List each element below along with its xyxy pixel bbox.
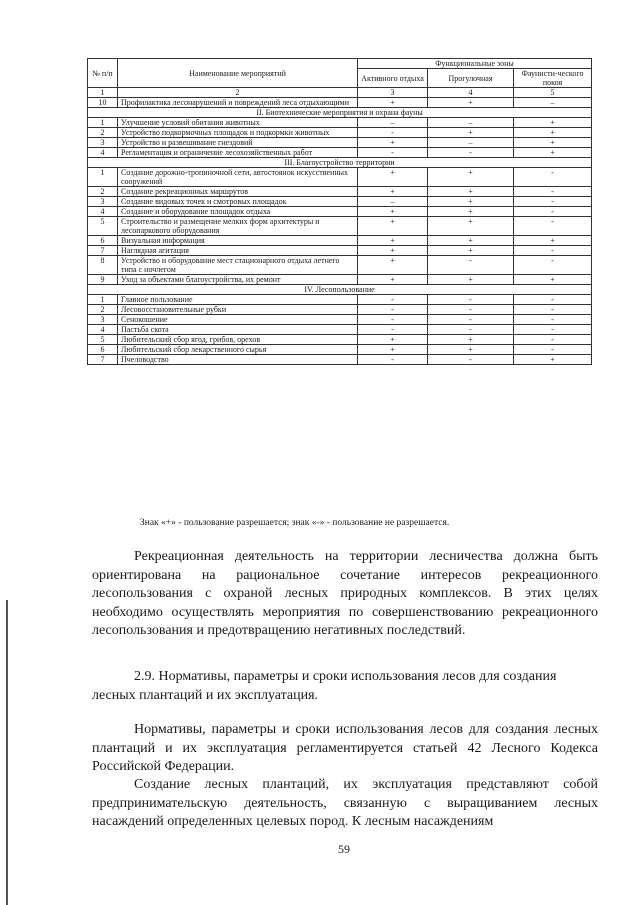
row-mark-faunistic: - bbox=[514, 217, 592, 236]
col-number: 2 bbox=[118, 88, 358, 98]
row-mark-walking: + bbox=[428, 128, 514, 138]
row-mark-active: + bbox=[358, 335, 428, 345]
header-zones-group: Функциональные зоны bbox=[358, 59, 592, 69]
section-heading-text: 2.9. Нормативы, параметры и сроки использования лесов для создания лесных плантаций и их эксплуатация. bbox=[92, 669, 557, 703]
row-mark-faunistic: + bbox=[514, 128, 592, 138]
table-row bbox=[88, 128, 592, 138]
row-mark-active: - bbox=[358, 148, 428, 158]
row-name: Устройство подкормочных площадок и подкормки животных bbox=[118, 128, 358, 138]
row-name: Создание дорожно-тропиночной сети, автостоянок искусственных сооружений bbox=[118, 168, 358, 187]
row-name: Пастьба скота bbox=[118, 325, 358, 335]
col-number: 5 bbox=[514, 88, 592, 98]
col-number: 1 bbox=[88, 88, 118, 98]
row-mark-active: + bbox=[358, 345, 428, 355]
row-name: Устройство и оборудование мест стационарного отдыха летнего типа с ночлегом bbox=[118, 256, 358, 275]
row-mark-active: + bbox=[358, 246, 428, 256]
row-mark-walking: + bbox=[428, 246, 514, 256]
row-num: 10 bbox=[88, 98, 118, 108]
row-mark-faunistic: + bbox=[514, 148, 592, 158]
row-mark-faunistic: - bbox=[514, 207, 592, 217]
table-row bbox=[88, 207, 592, 217]
row-mark-active: + bbox=[358, 217, 428, 236]
row-mark-faunistic: – bbox=[514, 98, 592, 108]
functional-zones-table bbox=[87, 58, 592, 365]
table-row bbox=[88, 217, 592, 236]
row-mark-faunistic: - bbox=[514, 246, 592, 256]
paragraph-text: Нормативы, параметры и сроки использования лесов для создания лесных плантаций и их эксплуатация регламентируется статьей 42 Лесного Кодекса Российской Федерации. bbox=[92, 722, 598, 774]
table-row bbox=[88, 325, 592, 335]
row-name: Профилактика лесонарушений и повреждений леса отдыхающими bbox=[118, 98, 358, 108]
row-mark-active: - bbox=[358, 315, 428, 325]
binding-edge bbox=[6, 600, 8, 905]
paragraph-text: Рекреационная деятельность на территории лесничества должна быть ориентирована на рациональное сочетание интересов рекреационного лесопользования с охраной лесных природных комплексов. В этих целях необходимо осуществлять мероприятия по совершенствованию рекреационного лесопользования и предотвращению негативных последствий. bbox=[92, 549, 598, 638]
section-row-3 bbox=[88, 158, 592, 168]
header-name: Наименование мероприятий bbox=[118, 59, 358, 88]
row-mark-active: - bbox=[358, 305, 428, 315]
table-row bbox=[88, 98, 592, 108]
row-num: 1 bbox=[88, 168, 118, 187]
row-mark-walking: + bbox=[428, 217, 514, 236]
row-num: 1 bbox=[88, 118, 118, 128]
paragraph-recreation bbox=[92, 548, 598, 641]
row-mark-walking: + bbox=[428, 345, 514, 355]
paragraph-plantations bbox=[92, 776, 598, 832]
row-mark-walking: - bbox=[428, 295, 514, 305]
row-mark-faunistic: - bbox=[514, 335, 592, 345]
table-row bbox=[88, 256, 592, 275]
col-number: 3 bbox=[358, 88, 428, 98]
row-mark-active: - bbox=[358, 295, 428, 305]
table-row bbox=[88, 246, 592, 256]
row-num: 5 bbox=[88, 217, 118, 236]
header-zone-faunistic: Фаунисти-ческого покоя bbox=[514, 69, 592, 88]
section-title: II. Биотехнические мероприятия и охрана фауны bbox=[88, 108, 592, 118]
row-mark-faunistic: - bbox=[514, 168, 592, 187]
row-mark-walking: - bbox=[428, 355, 514, 365]
row-mark-active: + bbox=[358, 275, 428, 285]
row-name: Устройство и развешивание гнездовий bbox=[118, 138, 358, 148]
row-name: Улучшение условий обитания животных bbox=[118, 118, 358, 128]
row-mark-faunistic: + bbox=[514, 355, 592, 365]
row-mark-active: + bbox=[358, 256, 428, 275]
header-zone-walking: Прогулочная bbox=[428, 69, 514, 88]
col-number: 4 bbox=[428, 88, 514, 98]
row-mark-walking: - bbox=[428, 256, 514, 275]
table-row bbox=[88, 187, 592, 197]
row-mark-faunistic: + bbox=[514, 275, 592, 285]
row-name: Регламентация и ограничение лесохозяйственных работ bbox=[118, 148, 358, 158]
row-name: Строительство и размещение мелких форм архитектуры и лесопаркового оборудования bbox=[118, 217, 358, 236]
table-row bbox=[88, 168, 592, 187]
row-num: 2 bbox=[88, 128, 118, 138]
row-mark-faunistic: - bbox=[514, 305, 592, 315]
header-num: № п/п bbox=[88, 59, 118, 88]
page-number: 59 bbox=[338, 842, 350, 856]
row-num: 3 bbox=[88, 315, 118, 325]
row-name: Сенокошение bbox=[118, 315, 358, 325]
table-row bbox=[88, 275, 592, 285]
row-num: 4 bbox=[88, 148, 118, 158]
row-mark-active: - bbox=[358, 355, 428, 365]
table-legend-note: Знак «+» - пользование разрешается; знак «-» - пользование не разрешается. bbox=[140, 518, 450, 528]
row-mark-walking: – bbox=[428, 138, 514, 148]
table-row bbox=[88, 345, 592, 355]
row-mark-walking: + bbox=[428, 168, 514, 187]
row-mark-active: - bbox=[358, 325, 428, 335]
row-num: 3 bbox=[88, 197, 118, 207]
row-num: 5 bbox=[88, 335, 118, 345]
row-num: 9 bbox=[88, 275, 118, 285]
table-row bbox=[88, 315, 592, 325]
row-mark-active: + bbox=[358, 98, 428, 108]
row-num: 6 bbox=[88, 345, 118, 355]
row-num: 6 bbox=[88, 236, 118, 246]
row-name: Любительский сбор лекарственного сырья bbox=[118, 345, 358, 355]
row-mark-active: + bbox=[358, 187, 428, 197]
row-mark-faunistic: + bbox=[514, 236, 592, 246]
row-mark-faunistic: - bbox=[514, 315, 592, 325]
section-row-4 bbox=[88, 285, 592, 295]
section-title: IV. Лесопользование bbox=[88, 285, 592, 295]
section-title: III. Благоустройство территории bbox=[88, 158, 592, 168]
row-name: Уход за объектами благоустройства, их ремонт bbox=[118, 275, 358, 285]
row-num: 7 bbox=[88, 355, 118, 365]
column-number-row bbox=[88, 88, 592, 98]
row-num: 4 bbox=[88, 207, 118, 217]
row-name: Создание и оборудование площадок отдыха bbox=[118, 207, 358, 217]
row-num: 3 bbox=[88, 138, 118, 148]
row-mark-walking: + bbox=[428, 98, 514, 108]
row-mark-walking: + bbox=[428, 275, 514, 285]
row-name: Наглядная агитация bbox=[118, 246, 358, 256]
row-mark-walking: + bbox=[428, 197, 514, 207]
table-row bbox=[88, 138, 592, 148]
row-mark-walking: - bbox=[428, 315, 514, 325]
row-mark-active: + bbox=[358, 207, 428, 217]
row-num: 2 bbox=[88, 305, 118, 315]
row-num: 2 bbox=[88, 187, 118, 197]
row-name: Создание рекреационных маршрутов bbox=[118, 187, 358, 197]
row-mark-walking: - bbox=[428, 148, 514, 158]
row-mark-active: – bbox=[358, 197, 428, 207]
paragraph-norms bbox=[92, 721, 598, 777]
row-mark-faunistic: - bbox=[514, 325, 592, 335]
header-row-1 bbox=[88, 59, 592, 69]
header-zone-active: Активного отдыха bbox=[358, 69, 428, 88]
row-num: 1 bbox=[88, 295, 118, 305]
table-row bbox=[88, 305, 592, 315]
paragraph-text: Создание лесных плантаций, их эксплуатация представляют собой предпринимательскую деятельность, связанную с выращиванием лесных насаждений определенных целевых пород. К лесным насаждениям bbox=[92, 777, 598, 829]
row-name: Визуальная информация bbox=[118, 236, 358, 246]
section-heading bbox=[92, 668, 598, 705]
row-num: 7 bbox=[88, 246, 118, 256]
section-row-2 bbox=[88, 108, 592, 118]
table-row bbox=[88, 335, 592, 345]
row-name: Лесовосстановительные рубки bbox=[118, 305, 358, 315]
table-row bbox=[88, 355, 592, 365]
table-row bbox=[88, 148, 592, 158]
row-mark-walking: + bbox=[428, 187, 514, 197]
row-mark-walking: - bbox=[428, 325, 514, 335]
table-row bbox=[88, 236, 592, 246]
row-name: Пчеловодство bbox=[118, 355, 358, 365]
row-mark-faunistic: - bbox=[514, 197, 592, 207]
row-mark-faunistic: - bbox=[514, 256, 592, 275]
row-mark-active: + bbox=[358, 138, 428, 148]
row-mark-faunistic: - bbox=[514, 187, 592, 197]
table-row bbox=[88, 295, 592, 305]
row-mark-walking: + bbox=[428, 207, 514, 217]
row-mark-walking: - bbox=[428, 305, 514, 315]
row-mark-faunistic: - bbox=[514, 345, 592, 355]
row-mark-active: + bbox=[358, 168, 428, 187]
row-mark-faunistic: + bbox=[514, 118, 592, 128]
row-name: Главное пользование bbox=[118, 295, 358, 305]
row-mark-active: + bbox=[358, 236, 428, 246]
zones-table-container bbox=[87, 58, 591, 365]
row-mark-faunistic: - bbox=[514, 295, 592, 305]
table-row bbox=[88, 118, 592, 128]
table-row bbox=[88, 197, 592, 207]
row-mark-faunistic: + bbox=[514, 138, 592, 148]
row-name: Любительский сбор ягод, грибов, орехов bbox=[118, 335, 358, 345]
row-num: 4 bbox=[88, 325, 118, 335]
row-mark-active: – bbox=[358, 118, 428, 128]
row-name: Создание видовых точек и смотровых площадок bbox=[118, 197, 358, 207]
row-mark-active: - bbox=[358, 128, 428, 138]
row-mark-walking: – bbox=[428, 118, 514, 128]
row-num: 8 bbox=[88, 256, 118, 275]
row-mark-walking: + bbox=[428, 236, 514, 246]
row-mark-walking: + bbox=[428, 335, 514, 345]
